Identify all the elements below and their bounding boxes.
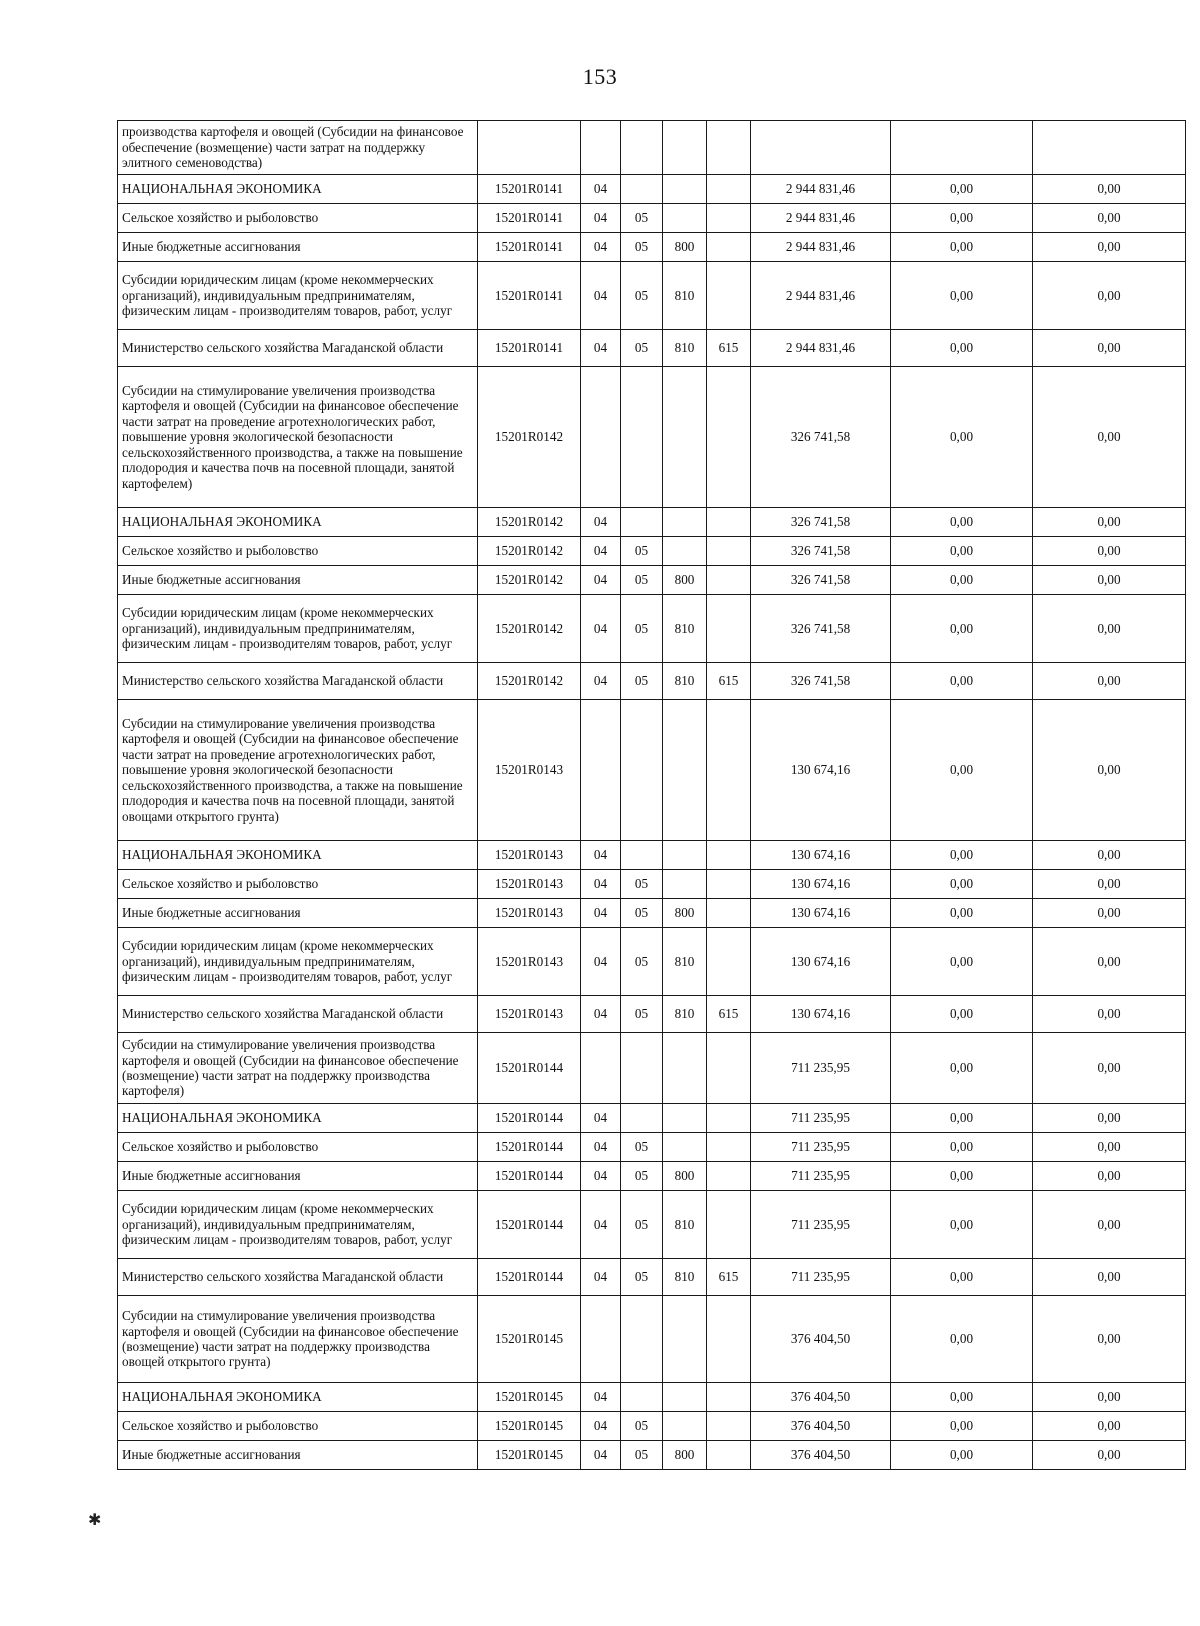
row-subsection-cell	[621, 1296, 663, 1383]
row-amount-year3-cell: 0,00	[1033, 1033, 1186, 1104]
table-row	[118, 367, 1186, 508]
row-expense-type-cell	[663, 537, 707, 566]
table-row	[118, 1259, 1186, 1296]
row-amount-year2-cell: 0,00	[891, 566, 1033, 595]
row-section-cell: 04	[581, 1191, 621, 1259]
row-manager-code-cell	[707, 595, 751, 663]
row-expense-type-cell	[663, 1033, 707, 1104]
row-amount-cell: 2 944 831,46	[751, 262, 891, 330]
row-manager-code-cell	[707, 700, 751, 841]
row-amount-year2-cell: 0,00	[891, 700, 1033, 841]
row-subsection-cell	[621, 121, 663, 175]
row-manager-code-cell	[707, 175, 751, 204]
row-name-cell: Субсидии на стимулирование увеличения производства картофеля и овощей (Субсидии на финансовое обеспечение части затрат на проведение агротехнологических работ, повышение уровня экологической безопасности сельскохозяйственного производства, а также на повышение плодородия и качества почв на посевной площади, занятой овощами открытого грунта)	[118, 700, 478, 841]
row-name-cell: Министерство сельского хозяйства Магаданской области	[118, 663, 478, 700]
row-name-cell: Субсидии юридическим лицам (кроме некоммерческих организаций), индивидуальным предпринимателям, физическим лицам - производителям товаров, работ, услуг	[118, 262, 478, 330]
row-amount-year3-cell: 0,00	[1033, 204, 1186, 233]
row-subsection-cell	[621, 1104, 663, 1133]
row-name-cell: Сельское хозяйство и рыболовство	[118, 537, 478, 566]
row-target-code-cell: 15201R0145	[478, 1441, 581, 1470]
row-manager-code-cell: 615	[707, 996, 751, 1033]
row-amount-cell: 130 674,16	[751, 870, 891, 899]
row-target-code-cell: 15201R0143	[478, 700, 581, 841]
row-expense-type-cell	[663, 841, 707, 870]
row-amount-year3-cell: 0,00	[1033, 841, 1186, 870]
row-name-cell: Сельское хозяйство и рыболовство	[118, 870, 478, 899]
row-target-code-cell: 15201R0142	[478, 537, 581, 566]
row-name-cell: Субсидии юридическим лицам (кроме некоммерческих организаций), индивидуальным предпринимателям, физическим лицам - производителям товаров, работ, услуг	[118, 595, 478, 663]
row-amount-year3-cell: 0,00	[1033, 1133, 1186, 1162]
row-target-code-cell: 15201R0143	[478, 996, 581, 1033]
row-name-cell: производства картофеля и овощей (Субсидии на финансовое обеспечение (возмещение) части затрат на поддержку элитного семеноводства)	[118, 121, 478, 175]
row-manager-code-cell	[707, 121, 751, 175]
row-amount-year2-cell: 0,00	[891, 1191, 1033, 1259]
row-section-cell	[581, 700, 621, 841]
row-amount-year3-cell: 0,00	[1033, 663, 1186, 700]
row-target-code-cell: 15201R0145	[478, 1412, 581, 1441]
row-expense-type-cell: 810	[663, 595, 707, 663]
row-name-cell: Субсидии на стимулирование увеличения производства картофеля и овощей (Субсидии на финансовое обеспечение (возмещение) части затрат на поддержку производства овощей открытого грунта)	[118, 1296, 478, 1383]
table-row	[118, 899, 1186, 928]
row-amount-year2-cell: 0,00	[891, 537, 1033, 566]
row-target-code-cell: 15201R0141	[478, 175, 581, 204]
row-section-cell: 04	[581, 1441, 621, 1470]
row-name-cell: Иные бюджетные ассигнования	[118, 1441, 478, 1470]
row-manager-code-cell	[707, 1191, 751, 1259]
row-section-cell: 04	[581, 1133, 621, 1162]
table-row	[118, 566, 1186, 595]
row-name-cell: НАЦИОНАЛЬНАЯ ЭКОНОМИКА	[118, 508, 478, 537]
row-amount-year3-cell: 0,00	[1033, 367, 1186, 508]
row-amount-cell: 711 235,95	[751, 1191, 891, 1259]
row-amount-cell: 2 944 831,46	[751, 233, 891, 262]
row-amount-year3-cell: 0,00	[1033, 1412, 1186, 1441]
row-expense-type-cell	[663, 508, 707, 537]
row-amount-cell: 130 674,16	[751, 841, 891, 870]
row-subsection-cell: 05	[621, 204, 663, 233]
row-expense-type-cell	[663, 121, 707, 175]
row-amount-cell: 130 674,16	[751, 700, 891, 841]
row-subsection-cell	[621, 367, 663, 508]
row-amount-cell: 326 741,58	[751, 595, 891, 663]
row-expense-type-cell: 810	[663, 1259, 707, 1296]
row-amount-year3-cell: 0,00	[1033, 1383, 1186, 1412]
row-section-cell: 04	[581, 1104, 621, 1133]
table-row	[118, 204, 1186, 233]
row-subsection-cell: 05	[621, 870, 663, 899]
row-amount-year3-cell	[1033, 121, 1186, 175]
row-manager-code-cell	[707, 1033, 751, 1104]
row-expense-type-cell	[663, 367, 707, 508]
row-amount-year2-cell	[891, 121, 1033, 175]
row-name-cell: Иные бюджетные ассигнования	[118, 566, 478, 595]
row-target-code-cell: 15201R0141	[478, 204, 581, 233]
row-amount-year3-cell: 0,00	[1033, 1162, 1186, 1191]
row-target-code-cell: 15201R0145	[478, 1383, 581, 1412]
row-target-code-cell: 15201R0142	[478, 663, 581, 700]
row-amount-year3-cell: 0,00	[1033, 870, 1186, 899]
table-row	[118, 1104, 1186, 1133]
row-target-code-cell: 15201R0142	[478, 367, 581, 508]
row-expense-type-cell: 800	[663, 1441, 707, 1470]
row-manager-code-cell	[707, 566, 751, 595]
row-section-cell: 04	[581, 1162, 621, 1191]
row-manager-code-cell: 615	[707, 330, 751, 367]
row-subsection-cell	[621, 841, 663, 870]
row-expense-type-cell	[663, 1133, 707, 1162]
row-target-code-cell: 15201R0142	[478, 595, 581, 663]
row-section-cell: 04	[581, 537, 621, 566]
row-section-cell	[581, 121, 621, 175]
row-name-cell: Сельское хозяйство и рыболовство	[118, 1133, 478, 1162]
row-amount-cell: 376 404,50	[751, 1383, 891, 1412]
row-expense-type-cell: 810	[663, 996, 707, 1033]
table-row	[118, 330, 1186, 367]
row-amount-year2-cell: 0,00	[891, 1259, 1033, 1296]
row-target-code-cell: 15201R0142	[478, 566, 581, 595]
row-target-code-cell: 15201R0144	[478, 1104, 581, 1133]
row-amount-year2-cell: 0,00	[891, 330, 1033, 367]
row-amount-cell: 130 674,16	[751, 899, 891, 928]
row-amount-year2-cell: 0,00	[891, 663, 1033, 700]
row-subsection-cell	[621, 1033, 663, 1104]
row-subsection-cell	[621, 175, 663, 204]
row-expense-type-cell: 800	[663, 899, 707, 928]
table-row	[118, 996, 1186, 1033]
page-number: 153	[582, 64, 618, 89]
row-target-code-cell: 15201R0141	[478, 262, 581, 330]
row-amount-year2-cell: 0,00	[891, 870, 1033, 899]
row-manager-code-cell	[707, 537, 751, 566]
row-amount-year3-cell: 0,00	[1033, 537, 1186, 566]
row-name-cell: Иные бюджетные ассигнования	[118, 899, 478, 928]
row-target-code-cell: 15201R0144	[478, 1033, 581, 1104]
row-manager-code-cell	[707, 367, 751, 508]
row-amount-cell: 711 235,95	[751, 1033, 891, 1104]
row-subsection-cell: 05	[621, 330, 663, 367]
row-name-cell: НАЦИОНАЛЬНАЯ ЭКОНОМИКА	[118, 1104, 478, 1133]
row-manager-code-cell: 615	[707, 1259, 751, 1296]
row-section-cell	[581, 1033, 621, 1104]
row-subsection-cell: 05	[621, 233, 663, 262]
row-subsection-cell	[621, 1383, 663, 1412]
row-manager-code-cell	[707, 508, 751, 537]
row-expense-type-cell	[663, 204, 707, 233]
row-amount-cell: 711 235,95	[751, 1162, 891, 1191]
row-target-code-cell: 15201R0141	[478, 330, 581, 367]
row-subsection-cell: 05	[621, 1259, 663, 1296]
row-manager-code-cell	[707, 1441, 751, 1470]
row-expense-type-cell	[663, 1412, 707, 1441]
row-target-code-cell: 15201R0143	[478, 841, 581, 870]
table-row	[118, 1383, 1186, 1412]
row-amount-year3-cell: 0,00	[1033, 175, 1186, 204]
row-target-code-cell: 15201R0143	[478, 870, 581, 899]
row-section-cell: 04	[581, 508, 621, 537]
table-row	[118, 663, 1186, 700]
row-expense-type-cell: 800	[663, 566, 707, 595]
row-subsection-cell: 05	[621, 996, 663, 1033]
table-row	[118, 595, 1186, 663]
table-row	[118, 508, 1186, 537]
row-section-cell: 04	[581, 595, 621, 663]
row-amount-cell: 2 944 831,46	[751, 175, 891, 204]
row-expense-type-cell	[663, 870, 707, 899]
row-amount-cell: 326 741,58	[751, 566, 891, 595]
table-row	[118, 537, 1186, 566]
row-amount-year3-cell: 0,00	[1033, 566, 1186, 595]
row-name-cell: Субсидии юридическим лицам (кроме некоммерческих организаций), индивидуальным предпринимателям, физическим лицам - производителям товаров, работ, услуг	[118, 928, 478, 996]
row-expense-type-cell	[663, 700, 707, 841]
row-expense-type-cell: 810	[663, 663, 707, 700]
row-subsection-cell: 05	[621, 1412, 663, 1441]
row-amount-year2-cell: 0,00	[891, 1104, 1033, 1133]
row-section-cell: 04	[581, 330, 621, 367]
row-amount-year2-cell: 0,00	[891, 204, 1033, 233]
row-name-cell: Иные бюджетные ассигнования	[118, 1162, 478, 1191]
row-amount-cell: 326 741,58	[751, 508, 891, 537]
row-subsection-cell: 05	[621, 1441, 663, 1470]
row-name-cell: Министерство сельского хозяйства Магаданской области	[118, 996, 478, 1033]
row-amount-year3-cell: 0,00	[1033, 330, 1186, 367]
row-amount-year3-cell: 0,00	[1033, 996, 1186, 1033]
table-row	[118, 121, 1186, 175]
row-target-code-cell: 15201R0144	[478, 1162, 581, 1191]
row-amount-year2-cell: 0,00	[891, 508, 1033, 537]
row-amount-year2-cell: 0,00	[891, 233, 1033, 262]
row-amount-year3-cell: 0,00	[1033, 233, 1186, 262]
row-manager-code-cell	[707, 841, 751, 870]
row-target-code-cell: 15201R0144	[478, 1259, 581, 1296]
row-amount-cell: 711 235,95	[751, 1133, 891, 1162]
table-row	[118, 870, 1186, 899]
table-row	[118, 1441, 1186, 1470]
row-amount-year3-cell: 0,00	[1033, 899, 1186, 928]
table-row	[118, 1033, 1186, 1104]
table-row	[118, 1162, 1186, 1191]
row-name-cell: НАЦИОНАЛЬНАЯ ЭКОНОМИКА	[118, 1383, 478, 1412]
row-manager-code-cell	[707, 1104, 751, 1133]
row-manager-code-cell	[707, 1133, 751, 1162]
table-row	[118, 1133, 1186, 1162]
table-row	[118, 262, 1186, 330]
row-section-cell: 04	[581, 899, 621, 928]
row-amount-cell: 711 235,95	[751, 1104, 891, 1133]
row-section-cell: 04	[581, 996, 621, 1033]
row-amount-cell: 326 741,58	[751, 367, 891, 508]
row-amount-year3-cell: 0,00	[1033, 1259, 1186, 1296]
row-subsection-cell: 05	[621, 899, 663, 928]
row-manager-code-cell	[707, 1296, 751, 1383]
row-section-cell: 04	[581, 841, 621, 870]
row-amount-cell: 130 674,16	[751, 996, 891, 1033]
scan-smudge-mark: ✱	[88, 1512, 102, 1529]
row-amount-year3-cell: 0,00	[1033, 1441, 1186, 1470]
row-amount-cell: 711 235,95	[751, 1259, 891, 1296]
row-amount-year2-cell: 0,00	[891, 928, 1033, 996]
row-expense-type-cell	[663, 1383, 707, 1412]
row-target-code-cell: 15201R0142	[478, 508, 581, 537]
row-amount-cell	[751, 121, 891, 175]
row-expense-type-cell	[663, 1296, 707, 1383]
row-amount-year2-cell: 0,00	[891, 1441, 1033, 1470]
row-expense-type-cell: 810	[663, 928, 707, 996]
row-amount-year3-cell: 0,00	[1033, 508, 1186, 537]
row-subsection-cell: 05	[621, 595, 663, 663]
row-amount-year3-cell: 0,00	[1033, 1191, 1186, 1259]
row-subsection-cell: 05	[621, 663, 663, 700]
row-subsection-cell	[621, 700, 663, 841]
row-amount-cell: 326 741,58	[751, 537, 891, 566]
row-section-cell: 04	[581, 233, 621, 262]
row-amount-year3-cell: 0,00	[1033, 595, 1186, 663]
row-amount-year2-cell: 0,00	[891, 175, 1033, 204]
row-expense-type-cell: 810	[663, 1191, 707, 1259]
row-name-cell: Субсидии на стимулирование увеличения производства картофеля и овощей (Субсидии на финансовое обеспечение части затрат на проведение агротехнологических работ, повышение уровня экологической безопасности сельскохозяйственного производства, а также на повышение плодородия и качества почв на посевной площади, занятой картофелем)	[118, 367, 478, 508]
row-manager-code-cell	[707, 233, 751, 262]
table-row	[118, 175, 1186, 204]
row-name-cell: Министерство сельского хозяйства Магаданской области	[118, 330, 478, 367]
row-section-cell: 04	[581, 1259, 621, 1296]
row-section-cell: 04	[581, 262, 621, 330]
row-manager-code-cell	[707, 870, 751, 899]
row-amount-year3-cell: 0,00	[1033, 928, 1186, 996]
row-amount-cell: 376 404,50	[751, 1296, 891, 1383]
row-name-cell: Иные бюджетные ассигнования	[118, 233, 478, 262]
row-section-cell: 04	[581, 566, 621, 595]
row-subsection-cell: 05	[621, 928, 663, 996]
table-row	[118, 841, 1186, 870]
table-row	[118, 928, 1186, 996]
row-amount-year2-cell: 0,00	[891, 367, 1033, 508]
table-row	[118, 233, 1186, 262]
row-subsection-cell: 05	[621, 1191, 663, 1259]
budget-table	[117, 120, 1186, 1470]
row-manager-code-cell	[707, 262, 751, 330]
row-name-cell: НАЦИОНАЛЬНАЯ ЭКОНОМИКА	[118, 841, 478, 870]
row-expense-type-cell: 800	[663, 233, 707, 262]
row-section-cell: 04	[581, 175, 621, 204]
row-subsection-cell: 05	[621, 1162, 663, 1191]
row-amount-year3-cell: 0,00	[1033, 262, 1186, 330]
row-amount-cell: 376 404,50	[751, 1441, 891, 1470]
row-section-cell: 04	[581, 1383, 621, 1412]
row-section-cell: 04	[581, 928, 621, 996]
row-amount-cell: 130 674,16	[751, 928, 891, 996]
row-amount-year2-cell: 0,00	[891, 1412, 1033, 1441]
row-name-cell: НАЦИОНАЛЬНАЯ ЭКОНОМИКА	[118, 175, 478, 204]
row-amount-year3-cell: 0,00	[1033, 700, 1186, 841]
table-row	[118, 1191, 1186, 1259]
row-name-cell: Сельское хозяйство и рыболовство	[118, 204, 478, 233]
row-manager-code-cell	[707, 1383, 751, 1412]
row-subsection-cell: 05	[621, 262, 663, 330]
row-amount-year2-cell: 0,00	[891, 841, 1033, 870]
row-amount-cell: 326 741,58	[751, 663, 891, 700]
row-manager-code-cell	[707, 1162, 751, 1191]
row-amount-cell: 2 944 831,46	[751, 330, 891, 367]
row-subsection-cell: 05	[621, 537, 663, 566]
row-amount-year2-cell: 0,00	[891, 1033, 1033, 1104]
row-amount-year3-cell: 0,00	[1033, 1296, 1186, 1383]
row-amount-year2-cell: 0,00	[891, 899, 1033, 928]
row-expense-type-cell: 800	[663, 1162, 707, 1191]
row-manager-code-cell	[707, 928, 751, 996]
row-subsection-cell	[621, 508, 663, 537]
row-amount-year2-cell: 0,00	[891, 1162, 1033, 1191]
row-expense-type-cell	[663, 1104, 707, 1133]
row-section-cell: 04	[581, 204, 621, 233]
row-expense-type-cell	[663, 175, 707, 204]
row-name-cell: Сельское хозяйство и рыболовство	[118, 1412, 478, 1441]
row-section-cell	[581, 1296, 621, 1383]
table-row	[118, 1412, 1186, 1441]
row-name-cell: Субсидии на стимулирование увеличения производства картофеля и овощей (Субсидии на финансовое обеспечение (возмещение) части затрат на поддержку производства картофеля)	[118, 1033, 478, 1104]
row-amount-year2-cell: 0,00	[891, 1383, 1033, 1412]
row-target-code-cell: 15201R0144	[478, 1133, 581, 1162]
row-amount-year2-cell: 0,00	[891, 996, 1033, 1033]
row-name-cell: Субсидии юридическим лицам (кроме некоммерческих организаций), индивидуальным предпринимателям, физическим лицам - производителям товаров, работ, услуг	[118, 1191, 478, 1259]
row-section-cell	[581, 367, 621, 508]
row-target-code-cell	[478, 121, 581, 175]
row-manager-code-cell	[707, 1412, 751, 1441]
row-manager-code-cell: 615	[707, 663, 751, 700]
row-expense-type-cell: 810	[663, 262, 707, 330]
row-expense-type-cell: 810	[663, 330, 707, 367]
row-subsection-cell: 05	[621, 566, 663, 595]
table-row	[118, 700, 1186, 841]
row-amount-year3-cell: 0,00	[1033, 1104, 1186, 1133]
budget-table-body	[118, 121, 1186, 1470]
row-section-cell: 04	[581, 870, 621, 899]
row-amount-year2-cell: 0,00	[891, 595, 1033, 663]
row-amount-year2-cell: 0,00	[891, 1133, 1033, 1162]
row-section-cell: 04	[581, 663, 621, 700]
row-target-code-cell: 15201R0141	[478, 233, 581, 262]
table-row	[118, 1296, 1186, 1383]
row-amount-year2-cell: 0,00	[891, 1296, 1033, 1383]
row-name-cell: Министерство сельского хозяйства Магаданской области	[118, 1259, 478, 1296]
row-section-cell: 04	[581, 1412, 621, 1441]
row-subsection-cell: 05	[621, 1133, 663, 1162]
row-target-code-cell: 15201R0144	[478, 1191, 581, 1259]
row-manager-code-cell	[707, 204, 751, 233]
row-target-code-cell: 15201R0145	[478, 1296, 581, 1383]
row-amount-cell: 2 944 831,46	[751, 204, 891, 233]
row-manager-code-cell	[707, 899, 751, 928]
row-target-code-cell: 15201R0143	[478, 928, 581, 996]
row-amount-year2-cell: 0,00	[891, 262, 1033, 330]
row-target-code-cell: 15201R0143	[478, 899, 581, 928]
row-amount-cell: 376 404,50	[751, 1412, 891, 1441]
